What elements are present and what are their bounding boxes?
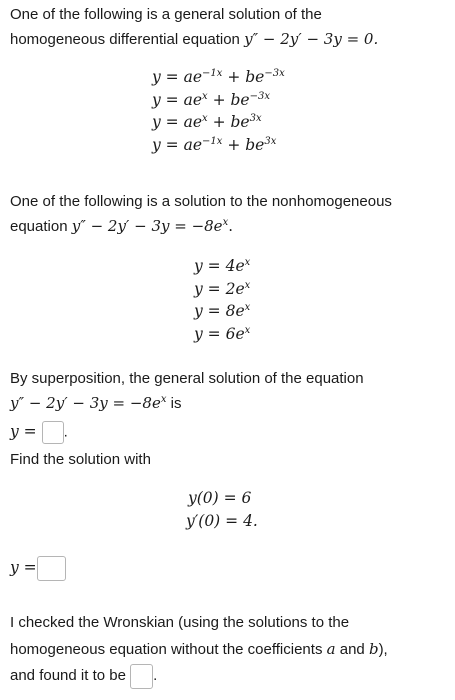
superposition-question [10, 367, 364, 416]
particular-options [194, 255, 250, 345]
general-solution-input[interactable] [42, 421, 64, 444]
particular-option-3[interactable]: $y = 8e^x$ [194, 302, 251, 320]
nonhomogeneous-equation: $y'' - 2y' - 3y = -8e^x$. [71, 217, 233, 235]
nonhomogeneous-equation-2: $y'' - 2y' - 3y = -8e^x$ [10, 394, 167, 412]
option-1[interactable]: $y = ae^{-1x} + be^{-3x}$ [152, 68, 285, 86]
initial-conditions [186, 487, 258, 532]
condition-y0: y(0) = 6 [188, 489, 252, 507]
particular-option-2[interactable]: $y = 2e^x$ [194, 279, 251, 298]
particular-option-1[interactable]: $y = 4e^x$ [194, 257, 251, 275]
nonhomogeneous-question [10, 190, 392, 239]
intro-line-2: homogeneous differential equation y″ − 2y′ − 3y = 0. [10, 30, 379, 48]
intro-line: One of the following is a general solution of the [10, 6, 322, 23]
wronskian-line-1: I checked the Wronskian (using the solutions to the [10, 614, 350, 631]
wronskian-line-3: and found it to be . [10, 663, 388, 689]
intro-line-2: equation $y'' - 2y' - 3y = -8e^x$. [10, 217, 233, 235]
general-solution-answer-row: y = . [10, 421, 68, 444]
option-2[interactable]: $y = ae^x + be^{-3x}$ [152, 90, 270, 109]
option-3[interactable]: $y = ae^x + be^{3x}$ [152, 113, 262, 131]
option-4[interactable]: $y = ae^{-1x} + be^{3x}$ [152, 135, 277, 154]
superposition-intro: By superposition, the general solution of the equation [10, 370, 364, 387]
wronskian-input[interactable] [130, 664, 153, 689]
homogeneous-question [10, 3, 378, 52]
ivp-prompt: Find the solution with [10, 451, 151, 468]
condition-yprime0: y′(0) = 4. [186, 511, 258, 530]
homogeneous-equation: y″ − 2y′ − 3y = 0. [244, 30, 379, 48]
homogeneous-options [152, 66, 285, 156]
ivp-answer-row: y = [10, 556, 66, 581]
wronskian-line-2: homogeneous equation without the coefficients a and b), [10, 640, 388, 658]
superposition-equation-line: $y'' - 2y' - 3y = -8e^x$ is [10, 394, 182, 412]
wronskian-question [10, 610, 388, 689]
particular-option-4[interactable]: $y = 6e^x$ [194, 324, 251, 343]
intro-line: One of the following is a solution to the nonhomogeneous [10, 193, 392, 210]
ivp-solution-input[interactable] [37, 556, 66, 581]
